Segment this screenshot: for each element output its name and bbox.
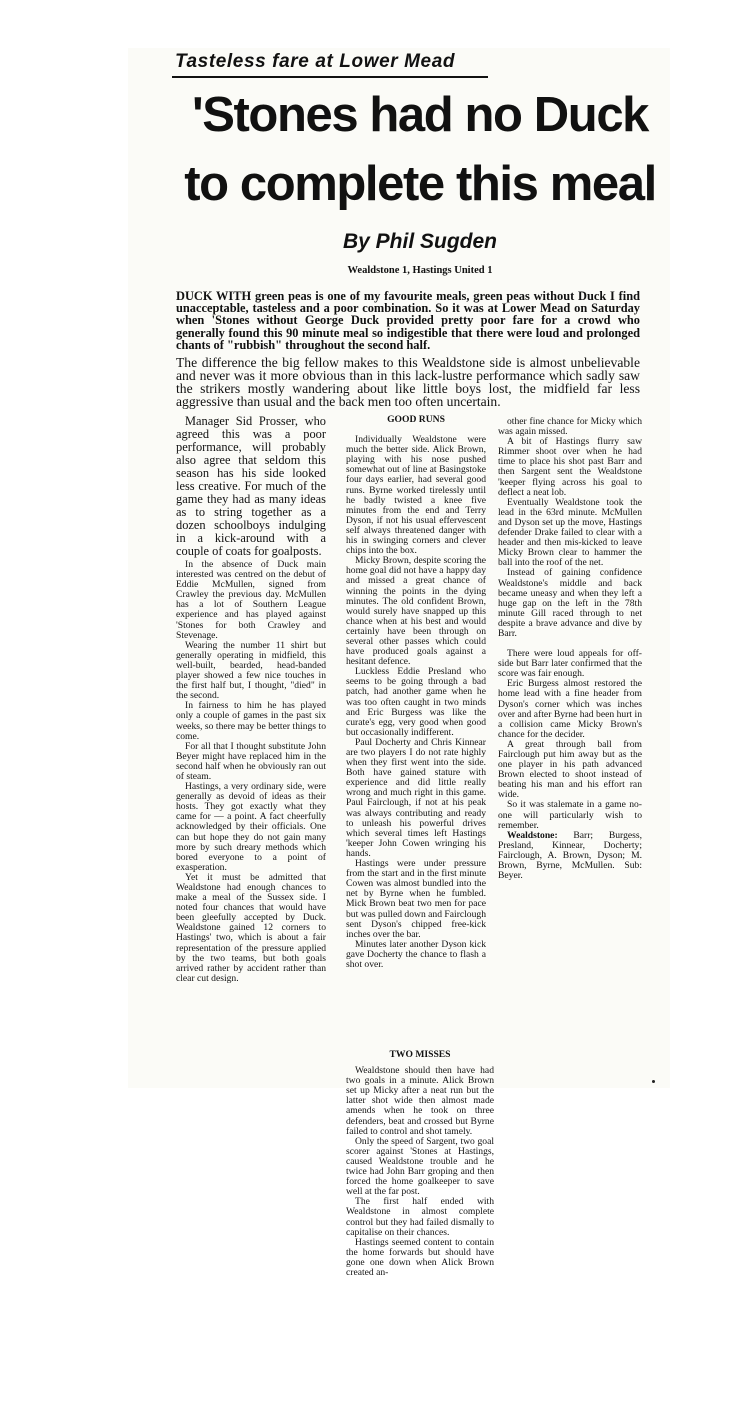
kicker-underline [172, 76, 488, 78]
paragraph: Micky Brown, despite scoring the home goal did not have a happy day and missed a great chance of winning the points in the dying minutes. The old confident Brown, would surely have snapped up this chance when at his best and would certainly have been through on several other passes which could have produced goals against a hesitant defence. [346, 555, 486, 668]
match-score: Wealdstone 1, Hastings United 1 [347, 265, 493, 276]
subheading-good-runs: GOOD RUNS [387, 414, 445, 425]
paragraph: In the absence of Duck main interested was centred on the debut of Eddie McMullen, signed from Crawley the previous day. McMullen has a lot of Southern League experience and has played against 'Stones for both Crawley and Stevenage. [176, 559, 326, 641]
paragraph: Yet it must be admitted that Wealdstone had enough chances to make a meal of the Sussex side. I noted four chances that would have been gleefully accepted by Duck. Wealdstone gained 12 corners to Hastings' two, which is about a fair representation of the pressure applied by the two teams, but both goals arrived rather by accident rather than clear cut design. [176, 871, 326, 984]
paragraph: Eventually Wealdstone took the lead in the 63rd minute. McMullen and Dyson set up the move, Hastings defender Drake failed to clear with a header and then mis-kicked to leave Micky Brown clear to hammer the ball into the roof of the net. [498, 496, 642, 569]
intro-paragraph: DUCK WITH green peas is one of my favourite meals, green peas without Duck I find unacceptable, tasteless and a poor combination. So it was at Lower Mead on Saturday when 'Stones without George Duck provided pretty poor fare for a crowd who generally found this 90 minute meal so indigestible that there were loud and prolonged chants of "rubbish" throughout the second half. [176, 289, 640, 352]
team-lineup [498, 831, 642, 881]
paragraph: Instead of gaining confidence Wealdstone's middle and back became uneasy and when they left a huge gap on the left in the 78th minute Gill raced through to net despite a brave advance and dive by Barr. [498, 567, 642, 639]
column-3 [498, 417, 642, 881]
byline: By Phil Sugden [342, 230, 497, 253]
headline-line-2: to complete this meal [184, 157, 656, 211]
paragraph: For all that I thought substitute John Beyer might have replaced him in the second half when he obviously ran out of steam. [176, 740, 326, 782]
paragraph: Eric Burgess almost restored the home lead with a fine header from Dyson's corner which was inches over and after Byrne had been hurt in a collision came Micky Brown's chance for the decider. [498, 678, 642, 740]
lede-paragraph: The difference the big fellow makes to this Wealdstone side is almost unbelievable and never was it more obvious than in this lack-lustre performance which sadly saw the strikers mostly wandering about like little boys lost, the midfield far less aggressive than usual and the back men too often uncertain. [176, 355, 640, 409]
lineup-players: Barr; Burgess, Presland, Kinnear, Docherty; Fairclough, A. Brown, Dyson; M. Brown, Byrne, McMullen. Sub: Beyer. [498, 829, 642, 882]
paragraph: other fine chance for Micky which was again missed. [498, 416, 642, 438]
column-4 [346, 1050, 494, 1278]
paragraph: Minutes later another Dyson kick gave Docherty the chance to flash a shot over. [346, 938, 486, 970]
paragraph: A great through ball from Fairclough put him away but as the one player in his path advanced Brown elected to shoot instead of beating his man and his effort ran wide. [498, 738, 642, 801]
paragraph: Wealdstone should then have had two goals in a minute. Alick Brown set up Micky after a neat run but the latter shot wide then almost made amends when he took on three defenders, beat and crossed but Byrne failed to control and shot tamely. [346, 1065, 494, 1137]
paragraph: Luckless Eddie Presland who seems to be going through a bad patch, had another game when he was too often caught in two minds and Eric Burgess was like the curate's egg, very good when good but occasionally indifferent. [346, 666, 486, 738]
paragraph: There were loud appeals for off-side but Barr later confirmed that the score was fair enough. [498, 648, 642, 680]
stray-ink-dot [652, 1080, 655, 1083]
column-1 [176, 415, 326, 984]
paragraph: The first half ended with Wealdstone in almost complete control but they had failed dismally to capitalise on their chances. [346, 1196, 494, 1238]
column-1-lead: Manager Sid Prosser, who agreed this was a poor performance, will probably also agree that seldom this season has his side looked less creative. For much of the game they had as many ideas as to string together as a dozen schoolboys indulging in a kick-around with a couple of coats for goalposts. [176, 414, 326, 558]
column-2 [346, 415, 486, 970]
paragraph: So it was stalemate in a game no-one will particularly wish to remember. [498, 799, 642, 831]
paragraph: Hastings, a very ordinary side, were generally as devoid of ideas as their hosts. They got exactly what they came for — a point. A fact cheerfully acknowledged by their officials. One can but hope they do not gain many more by such dreary methods which bored everyone to a point of exasperation. [176, 781, 326, 873]
kicker-headline: Tasteless fare at Lower Mead [175, 51, 456, 72]
paragraph: Only the speed of Sargent, two goal scorer against 'Stones at Hastings, caused Wealdstone trouble and he twice had John Barr groping and then forced the home goalkeeper to save well at the far post. [346, 1135, 494, 1198]
paragraph: Wearing the number 11 shirt but generally operating in midfield, this well-built, bearded, head-banded player showed a few nice touches in the first half but, I thought, "died" in the second. [176, 639, 326, 702]
paragraph: In fairness to him he has played only a couple of games in the past six weeks, so there may be better things to come. [176, 700, 326, 742]
paragraph: Hastings were under pressure from the start and in the first minute Cowen was almost bundled into the net by Byrne when he fumbled. Mick Brown beat two men for pace but was pulled down and Fairclough sent Dyson's chipped free-kick inches over the bar. [346, 858, 486, 940]
paragraph: Individually Wealdstone were much the better side. Alick Brown, playing with his nose pushed somewhat out of line at Basingstoke four days earlier, had several good runs. Byrne worked tirelessly until he badly twisted a knee five minutes from the end and Terry Dyson, if not his usual effervescent self always threatened danger with his in swinging corners and clever chips into the box. [346, 434, 486, 557]
paragraph: Hastings seemed content to contain the home forwards but should have gone one down when Alick Brown created an- [346, 1236, 494, 1278]
paragraph: Paul Docherty and Chris Kinnear are two players I do not rate highly when they first went into the side. Both have gained stature with experience and did little really wrong and much right in this game. Paul Fairclough, if not at his peak was always contributing and ready to unleash his powerful drives which several times left Hastings 'keeper John Cowen wringing his hands. [346, 736, 486, 859]
lineup-label: Wealdstone: [507, 829, 558, 841]
headline-line-1: 'Stones had no Duck [191, 88, 649, 142]
paragraph: A bit of Hastings flurry saw Rimmer shoot over when he had time to place his shot past Barr and then Sargent sent the Wealdstone 'keeper flying across his goal to deflect a neat lob. [498, 436, 642, 498]
subheading-two-misses: TWO MISSES [389, 1049, 451, 1060]
